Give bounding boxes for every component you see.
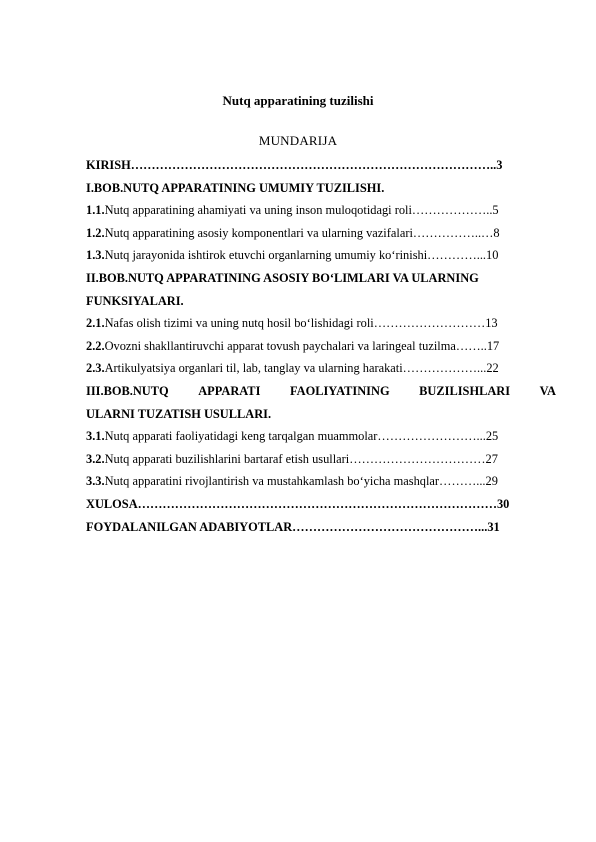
toc-entry-text: Artikulyatsiya organlari til, lab, tanglay va ularning harakati………………...22 <box>104 361 499 376</box>
toc-chapter-1-heading: I.BOB.NUTQ APPARATINING UMUMIY TUZILISHI. <box>86 180 385 195</box>
toc-entry-3-3 <box>86 470 556 493</box>
toc-entry-number: 3.2. <box>86 451 105 466</box>
toc-entry-1-1 <box>86 199 556 222</box>
toc-entry-number: 2.2. <box>86 338 105 353</box>
toc-entry-text: Nutq apparati faoliyatidagi keng tarqalgan muammolar……………………...25 <box>104 429 499 444</box>
toc-entry-number: 3.3. <box>86 474 105 489</box>
toc-entry-text: Nutq apparatini rivojlantirish va mustahkamlash bo‘yicha mashqlar………...29 <box>104 474 498 489</box>
toc-entry-introduction: KIRISH……………………………………………………………………………..3 <box>86 158 503 172</box>
toc-entry-text: Nutq apparatining asosiy komponentlari va ularning vazifalari……………..…8 <box>104 225 500 240</box>
toc-entry-text: Ovozni shakllantiruvchi apparat tovush paychalari va laringeal tuzilma……..17 <box>104 338 500 353</box>
heading-word: FAOLIYATINING <box>289 383 390 398</box>
toc-entry-text: Nutq jarayonida ishtirok etuvchi organlarning umumiy ko‘rinishi…………...10 <box>104 248 499 263</box>
toc-entry-number: 1.1. <box>86 203 105 218</box>
toc-entry-number: 2.3. <box>86 361 105 376</box>
toc-chapter-3-heading-line-2: ULARNI TUZATISH USULLARI. <box>86 406 272 421</box>
toc-entry-3-2 <box>86 448 556 471</box>
toc-entry-conclusion: XULOSA……………………………………………………………………………30 <box>86 496 510 511</box>
toc-entry-2-1 <box>86 312 556 335</box>
heading-word: BUZILISHLARI <box>419 383 511 398</box>
toc-entry-references: FOYDALANILGAN ADABIYOTLAR………………………………………...31 <box>86 519 500 534</box>
toc-chapter-2-heading-line-2: FUNKSIYALARI. <box>86 293 184 308</box>
toc-entry-2-3 <box>86 357 556 380</box>
heading-word: APPARATI <box>198 383 261 398</box>
document-title: Nutq apparatining tuzilishi <box>222 93 374 108</box>
toc-entry-3-1 <box>86 425 556 448</box>
toc-chapter-3-heading-line-1 <box>86 380 556 403</box>
toc-entry-1-2 <box>86 222 556 245</box>
toc-entry-2-2 <box>86 335 556 358</box>
toc-entry-text: Nafas olish tizimi va uning nutq hosil bo‘lishidagi roli………………………13 <box>104 316 498 331</box>
heading-word: VA <box>539 383 556 398</box>
toc-entry-text: Nutq apparati buzilishlarini bartaraf etish usullari……………………………27 <box>104 451 498 466</box>
toc-chapter-2-heading-line-1: II.BOB.NUTQ APPARATINING ASOSIY BO‘LIMLARI VA ULARNING <box>86 270 479 285</box>
toc-entry-number: 1.2. <box>86 225 105 240</box>
toc-entry-number: 2.1. <box>86 316 105 331</box>
heading-word: III.BOB.NUTQ <box>86 383 169 398</box>
toc-entry-1-3 <box>86 244 556 267</box>
toc-entry-number: 3.1. <box>86 429 105 444</box>
toc-entry-number: 1.3. <box>86 248 105 263</box>
toc-entry-text: Nutq apparatining ahamiyati va uning inson muloqotidagi roli………………..5 <box>104 203 499 218</box>
toc-heading: MUNDARIJA <box>258 133 338 148</box>
table-of-contents <box>86 154 556 538</box>
